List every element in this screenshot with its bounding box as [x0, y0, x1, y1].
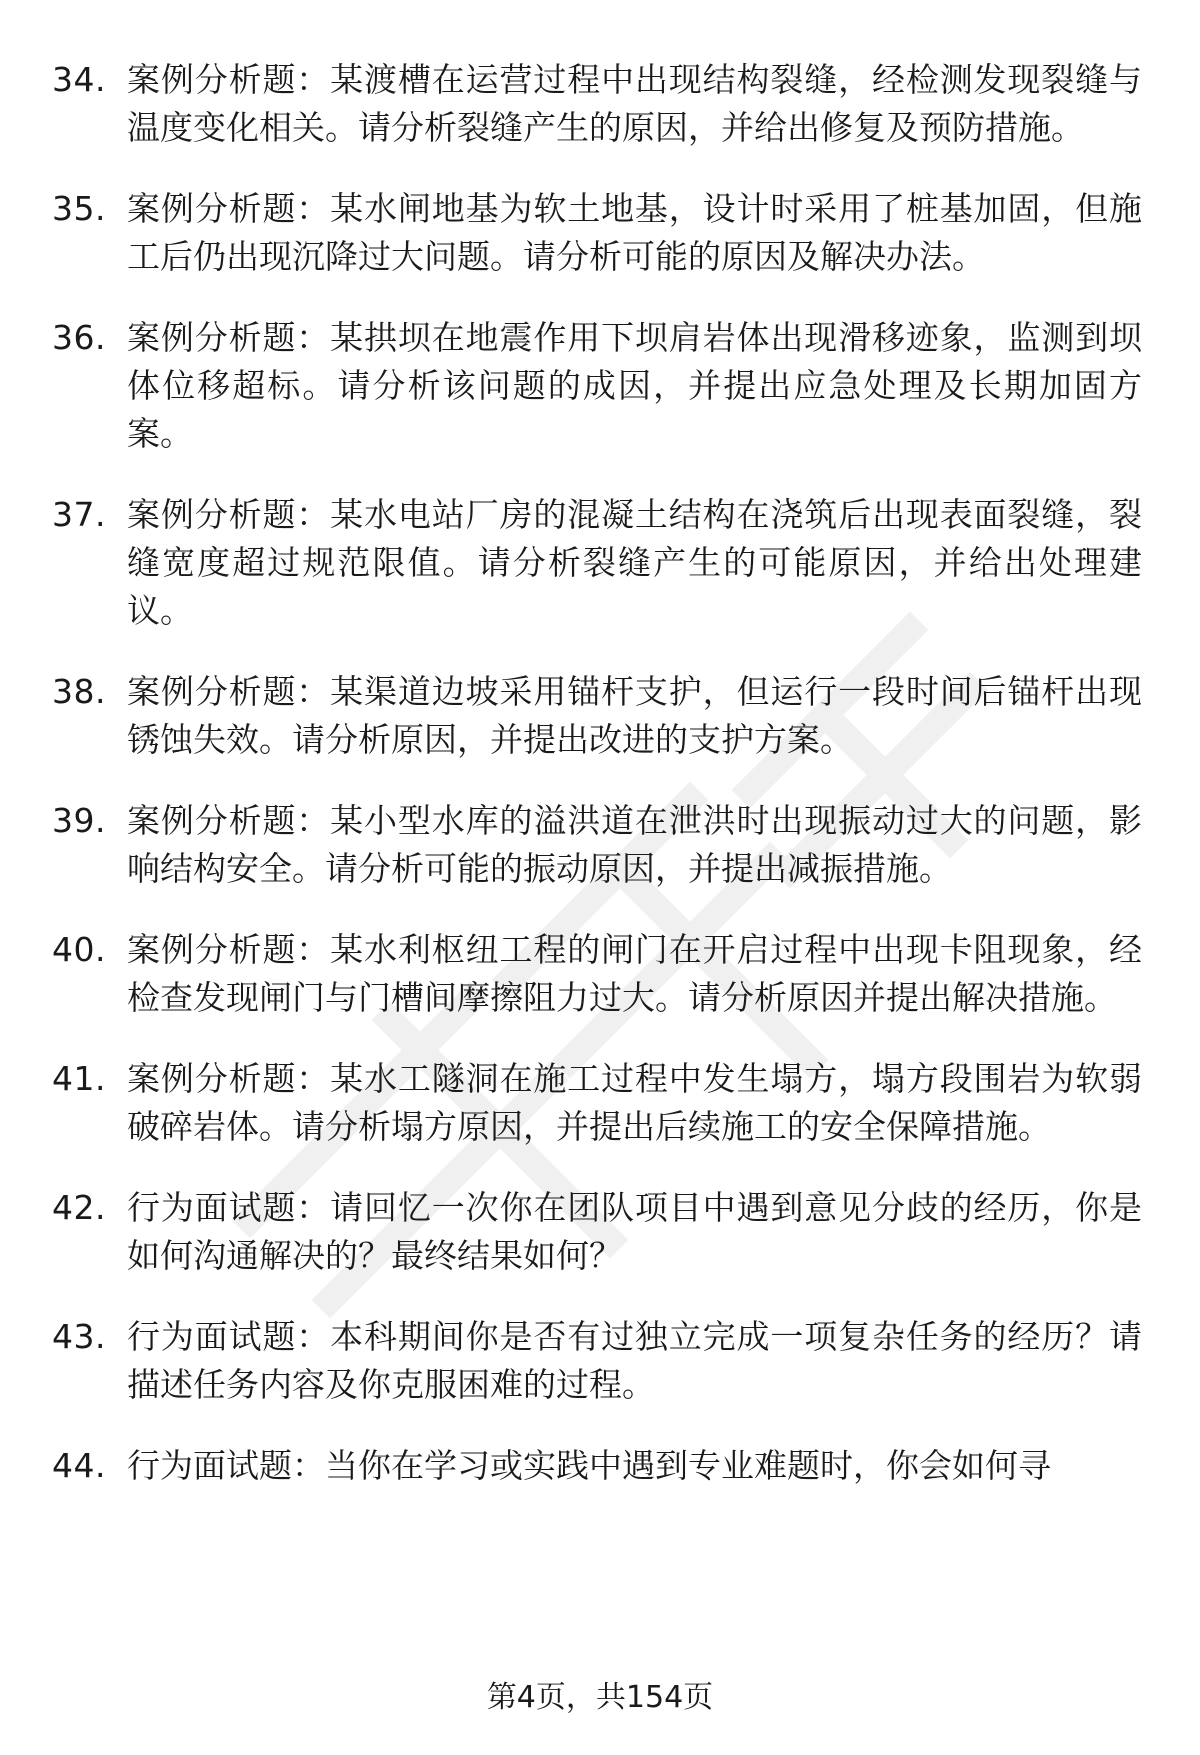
question-list — [52, 56, 1142, 1523]
question-text: 案例分析题：某水工隧洞在施工过程中发生塌方，塌方段围岩为软弱破碎岩体。请分析塌方原因，并提出后续施工的安全保障措施。 — [127, 1059, 1142, 1146]
page-number-footer: 第4页，共154页 — [486, 1680, 714, 1715]
question-item — [52, 797, 1142, 893]
question-text: 案例分析题：某水电站厂房的混凝土结构在浇筑后出现表面裂缝，裂缝宽度超过规范限值。请分析裂缝产生的可能原因，并给出处理建议。 — [127, 495, 1142, 630]
question-number: 40. — [52, 930, 106, 969]
question-item — [52, 185, 1142, 281]
question-number: 35. — [52, 189, 106, 228]
question-item — [52, 1313, 1142, 1409]
question-item — [52, 926, 1142, 1022]
question-item — [52, 1055, 1142, 1151]
question-item — [52, 668, 1142, 764]
question-number: 41. — [52, 1059, 106, 1098]
question-number: 42. — [52, 1188, 106, 1227]
question-item — [52, 491, 1142, 635]
question-text: 案例分析题：某小型水库的溢洪道在泄洪时出现振动过大的问题，影响结构安全。请分析可能的振动原因，并提出减振措施。 — [127, 801, 1142, 888]
question-text: 行为面试题：当你在学习或实践中遇到专业难题时，你会如何寻 — [127, 1446, 1051, 1485]
question-number: 44. — [52, 1446, 106, 1485]
question-text: 案例分析题：某渠道边坡采用锚杆支护，但运行一段时间后锚杆出现锈蚀失效。请分析原因，并提出改进的支护方案。 — [127, 672, 1142, 759]
question-text: 案例分析题：某渡槽在运营过程中出现结构裂缝，经检测发现裂缝与温度变化相关。请分析裂缝产生的原因，并给出修复及预防措施。 — [127, 60, 1142, 147]
question-number: 34. — [52, 60, 106, 99]
question-number: 38. — [52, 672, 106, 711]
question-item — [52, 314, 1142, 458]
question-number: 39. — [52, 801, 106, 840]
question-number: 43. — [52, 1317, 106, 1356]
question-text: 行为面试题：请回忆一次你在团队项目中遇到意见分歧的经历，你是如何沟通解决的？最终结果如何？ — [127, 1188, 1142, 1275]
question-text: 案例分析题：某水利枢纽工程的闸门在开启过程中出现卡阻现象，经检查发现闸门与门槽间摩擦阻力过大。请分析原因并提出解决措施。 — [127, 930, 1142, 1017]
question-item — [52, 56, 1142, 152]
question-number: 36. — [52, 318, 106, 357]
question-item — [52, 1442, 1142, 1490]
question-text: 案例分析题：某水闸地基为软土地基，设计时采用了桩基加固，但施工后仍出现沉降过大问题。请分析可能的原因及解决办法。 — [127, 189, 1142, 276]
question-item — [52, 1184, 1142, 1280]
question-text: 案例分析题：某拱坝在地震作用下坝肩岩体出现滑移迹象，监测到坝体位移超标。请分析该问题的成因，并提出应急处理及长期加固方案。 — [127, 318, 1142, 453]
question-text: 行为面试题：本科期间你是否有过独立完成一项复杂任务的经历？请描述任务内容及你克服困难的过程。 — [127, 1317, 1142, 1404]
question-number: 37. — [52, 495, 106, 534]
